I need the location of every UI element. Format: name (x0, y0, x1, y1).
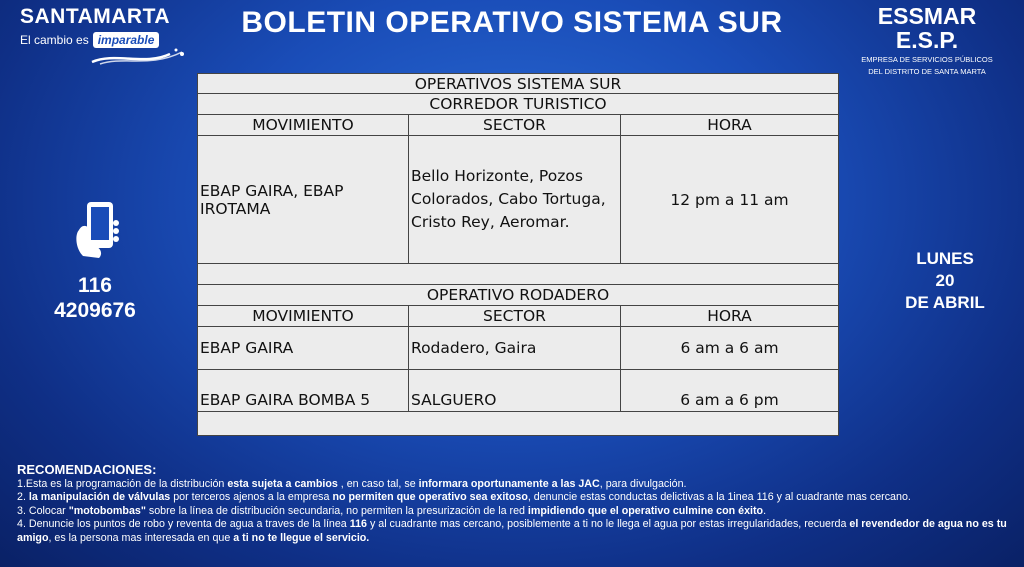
recommendations (17, 462, 1012, 545)
recommendation-1 (17, 478, 1012, 491)
contact-line2: 4209676 (54, 299, 136, 322)
date-day: LUNES (916, 249, 974, 268)
rec-text: 3. Colocar (17, 504, 69, 517)
rec-bold: el revendedor de agua no es tu amigo (17, 518, 1007, 544)
row-hora: 6 am a 6 am (621, 327, 839, 370)
row-sector: SALGUERO (409, 370, 621, 412)
rec-text: , en caso tal, se (337, 478, 419, 490)
date-number: 20 (935, 271, 955, 290)
rec-text: , es la persona mas interesada en que (48, 531, 234, 544)
santamarta-brand: SANTAMARTA (20, 5, 171, 28)
rec-text: y al cuadrante mas cercano, posiblemente a ti no le llega el agua por estas irregularidades, recuerda (366, 518, 850, 531)
rec-bold: a ti no te llegue el servicio. (233, 531, 370, 544)
rec-bold: 116 (349, 518, 367, 531)
row-sector: Rodadero, Gaira (409, 327, 621, 370)
table-title: OPERATIVOS SISTEMA SUR (198, 74, 839, 94)
essmar-line2: DEL DISTRITO DE SANTA MARTA (868, 67, 986, 76)
contact-line1: 116 (78, 274, 112, 297)
table-row (198, 136, 839, 264)
tagline-highlight: imparable (93, 32, 160, 48)
header-movimiento: MOVIMIENTO (198, 306, 409, 327)
row-sector: Bello Horizonte, Pozos Colorados, Cabo Tortuga, Cristo Rey, Aeromar. (409, 136, 621, 264)
wave-swoosh-icon (90, 48, 190, 66)
recommendation-4 (17, 518, 1012, 545)
section-title-corredor: CORREDOR TURISTICO (198, 94, 839, 115)
rec-text: , para divulgación. (599, 478, 687, 490)
rec-bold: la manipulación de válvulas (28, 491, 171, 504)
essmar-brand: ESSMAR E.S.P. (877, 3, 977, 53)
header-hora: HORA (621, 115, 839, 136)
recommendation-3 (17, 505, 1012, 518)
rec-text: . (763, 504, 767, 517)
recommendations-title: RECOMENDACIONES: (17, 462, 157, 477)
rec-bold: no permiten que operativo sea exitoso (332, 491, 528, 504)
header-sector: SECTOR (409, 306, 621, 327)
row-hora: 12 pm a 11 am (621, 136, 839, 264)
phone-hand-icon (65, 200, 125, 262)
row-hora: 6 am a 6 pm (621, 370, 839, 412)
header-movimiento: MOVIMIENTO (198, 115, 409, 136)
tagline-prefix: El cambio es (20, 33, 89, 47)
rec-bold: esta sujeta a cambios (227, 478, 338, 490)
rec-bold: impidiendo que el operativo culmine con éxito (527, 504, 764, 517)
date-month: DE ABRIL (905, 293, 985, 312)
section-title-rodadero: OPERATIVO RODADERO (198, 285, 839, 306)
row-movimiento: EBAP GAIRA, EBAP IROTAMA (198, 136, 409, 264)
rec-text: 1.Esta es la programación de la distribución (17, 478, 228, 490)
rec-bold: informara oportunamente a las JAC (418, 478, 600, 490)
essmar-logo (852, 4, 1002, 76)
row-movimiento: EBAP GAIRA BOMBA 5 (198, 370, 409, 412)
header-hora: HORA (621, 306, 839, 327)
table-row (198, 327, 839, 370)
table-row (198, 370, 839, 412)
row-movimiento: EBAP GAIRA (198, 327, 409, 370)
rec-text: sobre la línea de distribución secundaria, no permiten la presurización de la red (145, 504, 528, 517)
operations-table (197, 73, 839, 436)
essmar-line1: EMPRESA DE SERVICIOS PÚBLICOS (861, 55, 993, 64)
rec-text: 4. Denuncie los puntos de robo y reventa de agua a traves de la línea (17, 518, 350, 531)
rec-text: por terceros ajenos a la empresa (170, 491, 333, 504)
recommendation-2 (17, 491, 1012, 504)
rec-text: , denuncie estas conductas delictivas a la 1inea 116 y al cuadrante mas cercano. (527, 491, 911, 504)
contact-block (45, 200, 145, 323)
spacer-row (198, 264, 839, 285)
spacer-row (198, 412, 839, 436)
rec-text: 2. (17, 491, 29, 504)
date-block (895, 248, 995, 314)
header-sector: SECTOR (409, 115, 621, 136)
rec-bold: "motobombas" (68, 504, 146, 517)
page-title: BOLETIN OPERATIVO SISTEMA SUR (241, 6, 783, 39)
